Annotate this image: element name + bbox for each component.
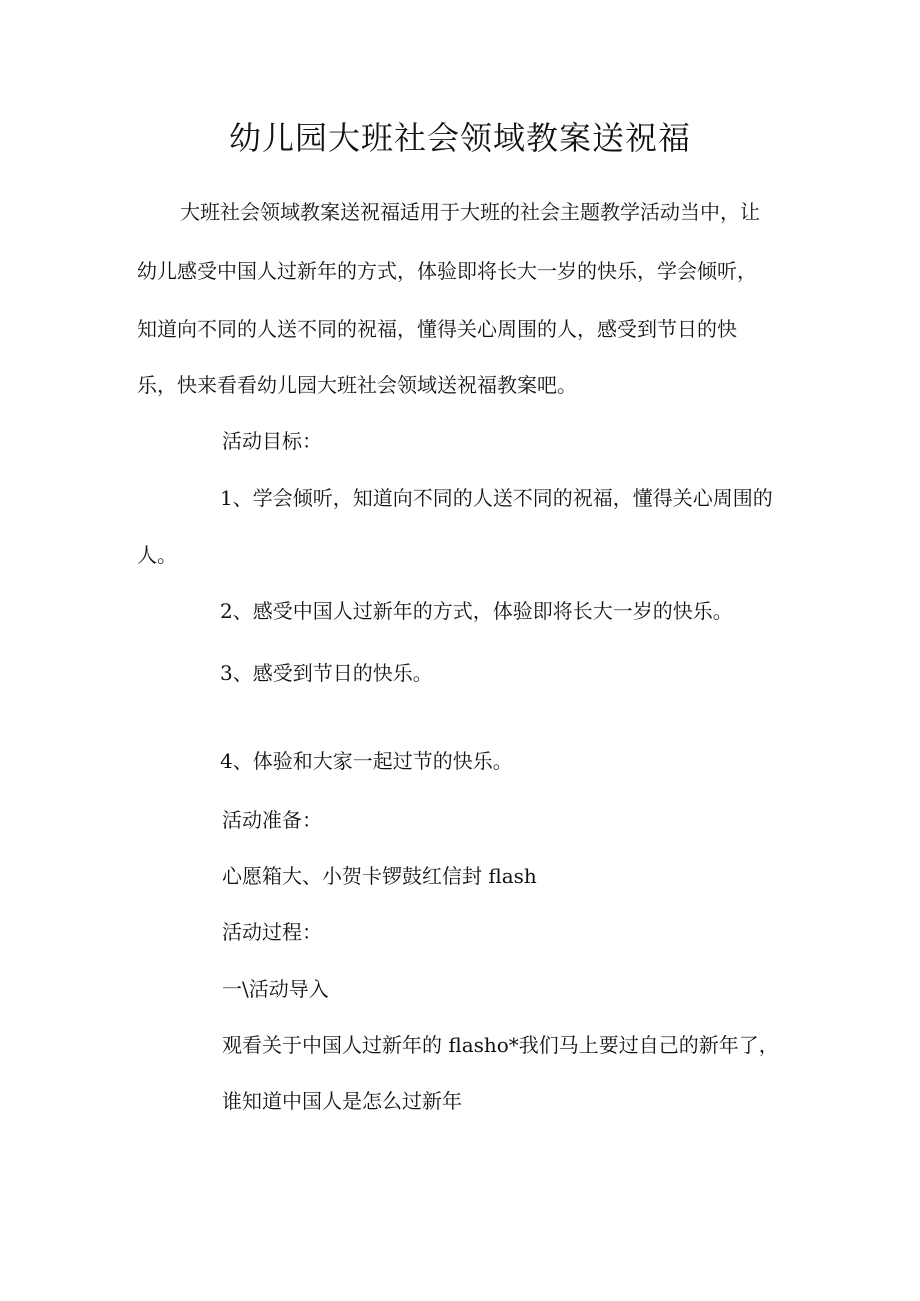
document-title: 幼儿园大班社会领域教案送祝福: [228, 119, 691, 157]
process-heading: 活动过程：: [222, 920, 322, 944]
goal-item-1-line-2: 人。: [137, 543, 177, 567]
goal-item-1-line-1: 1、学会倾听，知道向不同的人送不同的祝福，懂得关心周围的: [220, 486, 773, 510]
goals-heading: 活动目标：: [222, 429, 322, 453]
preparation-items: 心愿箱大、小贺卡锣鼓红信封 flash: [222, 864, 537, 888]
intro-line-3: 知道向不同的人送不同的祝福，懂得关心周围的人，感受到节日的快: [137, 317, 737, 341]
goal-item-3: 3、感受到节日的快乐。: [220, 661, 433, 685]
goal-item-4: 4、体验和大家一起过节的快乐。: [220, 749, 513, 773]
process-step-1-line-1: 观看关于中国人过新年的 flasho*我们马上要过自己的新年了，: [222, 1033, 779, 1057]
intro-line-4: 乐，快来看看幼儿园大班社会领域送祝福教案吧。: [137, 373, 577, 397]
preparation-heading: 活动准备：: [222, 808, 322, 832]
process-step-1-line-2: 谁知道中国人是怎么过新年: [222, 1089, 462, 1113]
process-step-1-title: 一\活动导入: [222, 977, 329, 1001]
intro-line-1: 大班社会领域教案送祝福适用于大班的社会主题教学活动当中，让: [180, 200, 760, 224]
intro-line-2: 幼儿感受中国人过新年的方式，体验即将长大一岁的快乐，学会倾听，: [137, 259, 757, 283]
goal-item-2: 2、感受中国人过新年的方式，体验即将长大一岁的快乐。: [220, 599, 733, 623]
